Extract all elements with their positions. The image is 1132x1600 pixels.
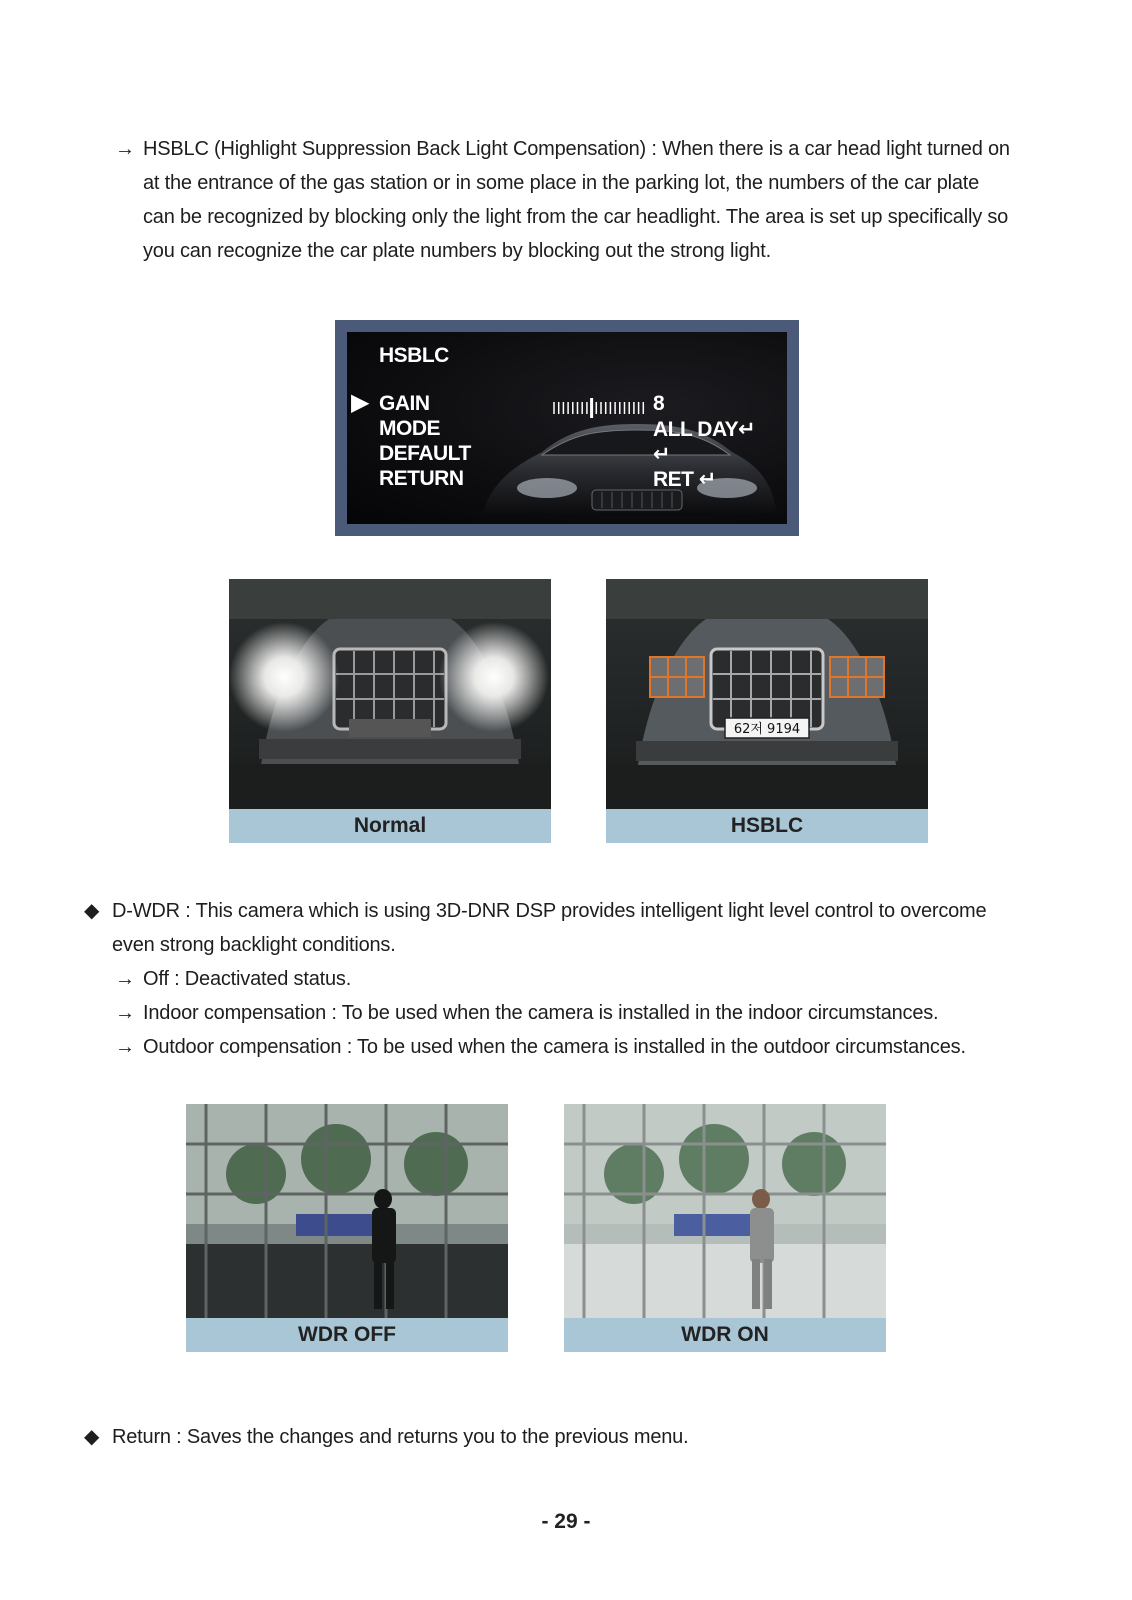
gain-slider[interactable] bbox=[552, 398, 646, 418]
wdr-off-image bbox=[186, 1104, 508, 1318]
dwdr-option-outdoor: → Outdoor compensation : To be used when the camera is installed in the outdoor circumstances. bbox=[84, 1030, 1064, 1064]
osd-title: HSBLC bbox=[379, 344, 449, 367]
diamond-bullet-icon: ◆ bbox=[84, 1426, 100, 1448]
osd-value-default: ↵ bbox=[653, 443, 671, 466]
osd-item-mode[interactable]: MODE bbox=[379, 417, 440, 440]
osd-item-gain[interactable]: GAIN bbox=[379, 392, 430, 415]
license-plate-text: 62저 9194 bbox=[733, 722, 801, 737]
wdr-on-caption: WDR ON bbox=[564, 1318, 886, 1352]
slider-knob bbox=[590, 398, 593, 418]
hsblc-line-1: → HSBLC (Highlight Suppression Back Light Compensation) : When there is a car head light turned on bbox=[115, 132, 1015, 166]
dwdr-option-off: → Off : Deactivated status. bbox=[84, 962, 1064, 996]
hsblc-caption: HSBLC bbox=[606, 809, 928, 843]
osd-value-gain: 8 bbox=[653, 392, 665, 415]
arrow-icon: → bbox=[115, 1036, 135, 1058]
headlight-mask-left bbox=[650, 657, 704, 697]
page-number: - 29 - bbox=[541, 1510, 591, 1533]
headlight-mask-right bbox=[830, 657, 884, 697]
hsblc-osd-menu bbox=[335, 320, 799, 536]
hsblc-description bbox=[115, 132, 1015, 268]
osd-cursor-icon: ▶ bbox=[351, 389, 369, 416]
dwdr-line-2: even strong backlight conditions. bbox=[112, 934, 396, 956]
hsblc-line-2: at the entrance of the gas station or in some place in the parking lot, the numbers of the car plate bbox=[143, 172, 980, 194]
osd-value-return: RET ↵ bbox=[653, 468, 716, 491]
diamond-bullet-icon: ◆ bbox=[84, 900, 100, 922]
osd-value-mode: ALL DAY↵ bbox=[653, 418, 756, 441]
dwdr-section bbox=[84, 894, 1064, 1064]
osd-item-default[interactable]: DEFAULT bbox=[379, 442, 471, 465]
osd-item-return[interactable]: RETURN bbox=[379, 467, 464, 490]
arrow-icon: → bbox=[115, 138, 135, 160]
osd-screen bbox=[347, 332, 787, 524]
arrow-icon: → bbox=[115, 1002, 135, 1024]
hsblc-car-image bbox=[606, 579, 928, 809]
return-section: ◆ Return : Saves the changes and returns you to the previous menu. bbox=[84, 1420, 1064, 1454]
wdr-off-caption: WDR OFF bbox=[186, 1318, 508, 1352]
arrow-icon: → bbox=[115, 968, 135, 990]
normal-caption: Normal bbox=[229, 809, 551, 843]
wdr-on-image bbox=[564, 1104, 886, 1318]
normal-car-image bbox=[229, 579, 551, 809]
dwdr-line-1: ◆ D-WDR : This camera which is using 3D-DNR DSP provides intelligent light level control to overcome bbox=[84, 894, 1064, 928]
hsblc-line-4: you can recognize the car plate numbers by blocking out the strong light. bbox=[143, 240, 771, 262]
dwdr-option-indoor: → Indoor compensation : To be used when the camera is installed in the indoor circumstances. bbox=[84, 996, 1064, 1030]
hsblc-line-3: can be recognized by blocking only the light from the car headlight. The area is set up specifically so bbox=[143, 206, 1009, 228]
